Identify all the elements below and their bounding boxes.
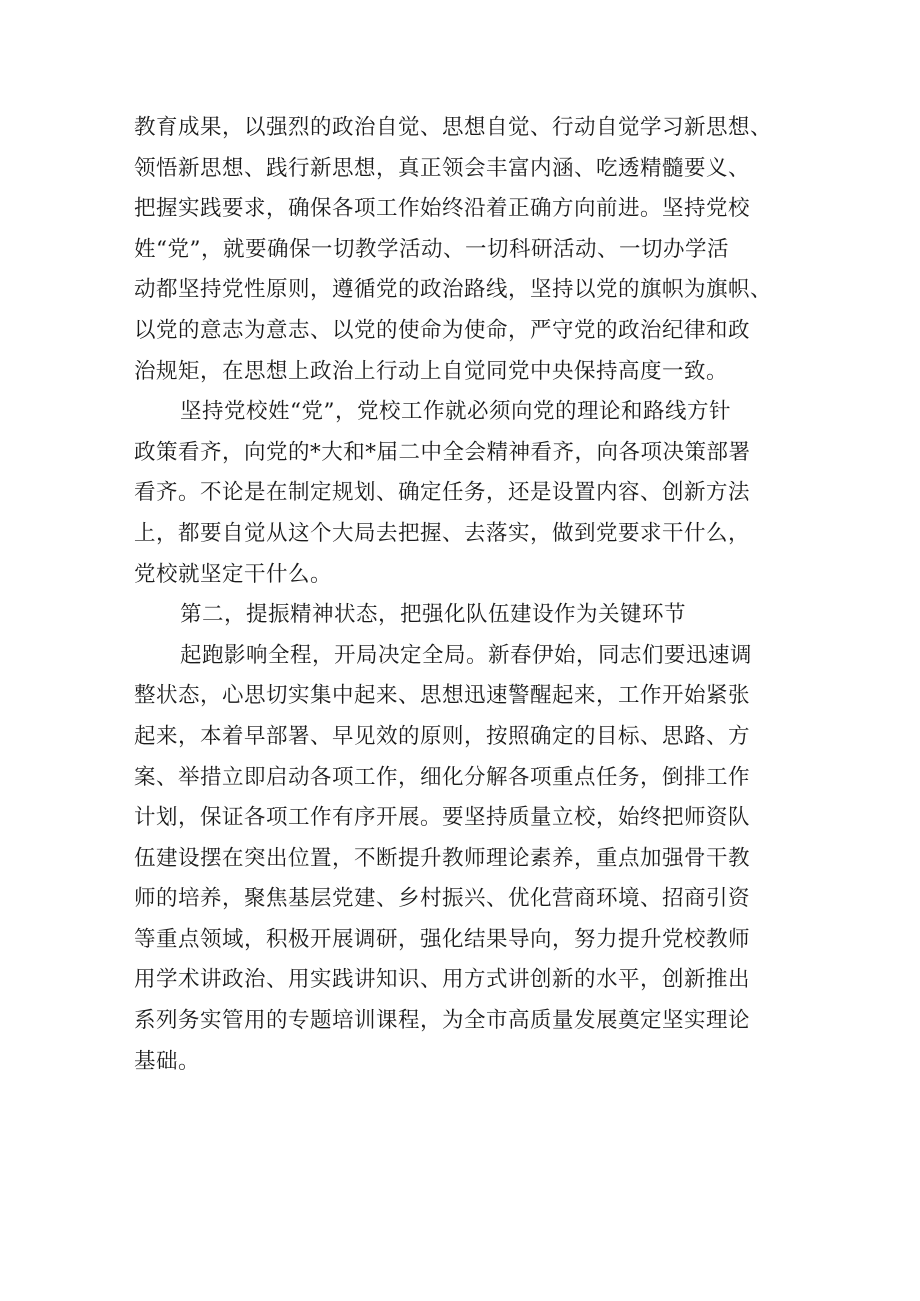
text-line: 动都坚持党性原则，遵循党的政治路线，坚持以党的旗帜为旗帜、	[134, 277, 773, 303]
text-line: 党校就坚定干什么。	[134, 561, 333, 587]
text-line: 把握实践要求，确保各项工作始终沿着正确方向前进。坚持党校	[134, 196, 751, 222]
text-line: 基础。	[134, 1048, 201, 1074]
text-line: 姓“党”，就要确保一切教学活动、一切科研活动、一切办学活	[134, 236, 729, 262]
document-body	[134, 108, 814, 1082]
text-line: 整状态，心思切实集中起来、思想迅速警醒起来，工作开始紧张	[134, 683, 751, 709]
paragraph-start-line: 坚持党校姓“党”，党校工作就必须向党的理论和路线方针	[180, 399, 731, 425]
text-line: 师的培养，聚焦基层党建、乡村振兴、优化营商环境、招商引资	[134, 886, 751, 912]
text-line: 系列务实管用的专题培训课程，为全市高质量发展奠定坚实理论	[134, 1008, 751, 1034]
text-line: 以党的意志为意志、以党的使命为使命，严守党的政治纪律和政	[134, 317, 751, 343]
text-line: 起来，本着早部署、早见效的原则，按照确定的目标、思路、方	[134, 723, 751, 749]
text-line: 等重点领域，积极开展调研，强化结果导向，努力提升党校教师	[134, 926, 751, 952]
text-line: 计划，保证各项工作有序开展。要坚持质量立校，始终把师资队	[134, 805, 751, 831]
text-line: 政策看齐，向党的*大和*届二中全会精神看齐，向各项决策部署	[134, 439, 751, 465]
text-line: 治规矩，在思想上政治上行动上自觉同党中央保持高度一致。	[134, 358, 729, 384]
text-line: 上，都要自觉从这个大局去把握、去落实，做到党要求干什么，	[134, 520, 751, 546]
text-line: 伍建设摆在突出位置，不断提升教师理论素养，重点加强骨干教	[134, 845, 751, 871]
text-line: 案、举措立即启动各项工作，细化分解各项重点任务，倒排工作	[134, 764, 751, 790]
text-line: 用学术讲政治、用实践讲知识、用方式讲创新的水平，创新推出	[134, 967, 751, 993]
section-heading: 第二，提振精神状态，把强化队伍建设作为关键环节	[180, 602, 687, 628]
text-line: 看齐。不论是在制定规划、确定任务，还是设置内容、创新方法	[134, 480, 751, 506]
text-line: 教育成果，以强烈的政治自觉、思想自觉、行动自觉学习新思想、	[134, 115, 773, 140]
paragraph-start-line: 起跑影响全程，开局决定全局。新春伊始，同志们要迅速调	[180, 642, 753, 668]
text-line: 领悟新思想、践行新思想，真正领会丰富内涵、吃透精髓要义、	[134, 155, 751, 181]
